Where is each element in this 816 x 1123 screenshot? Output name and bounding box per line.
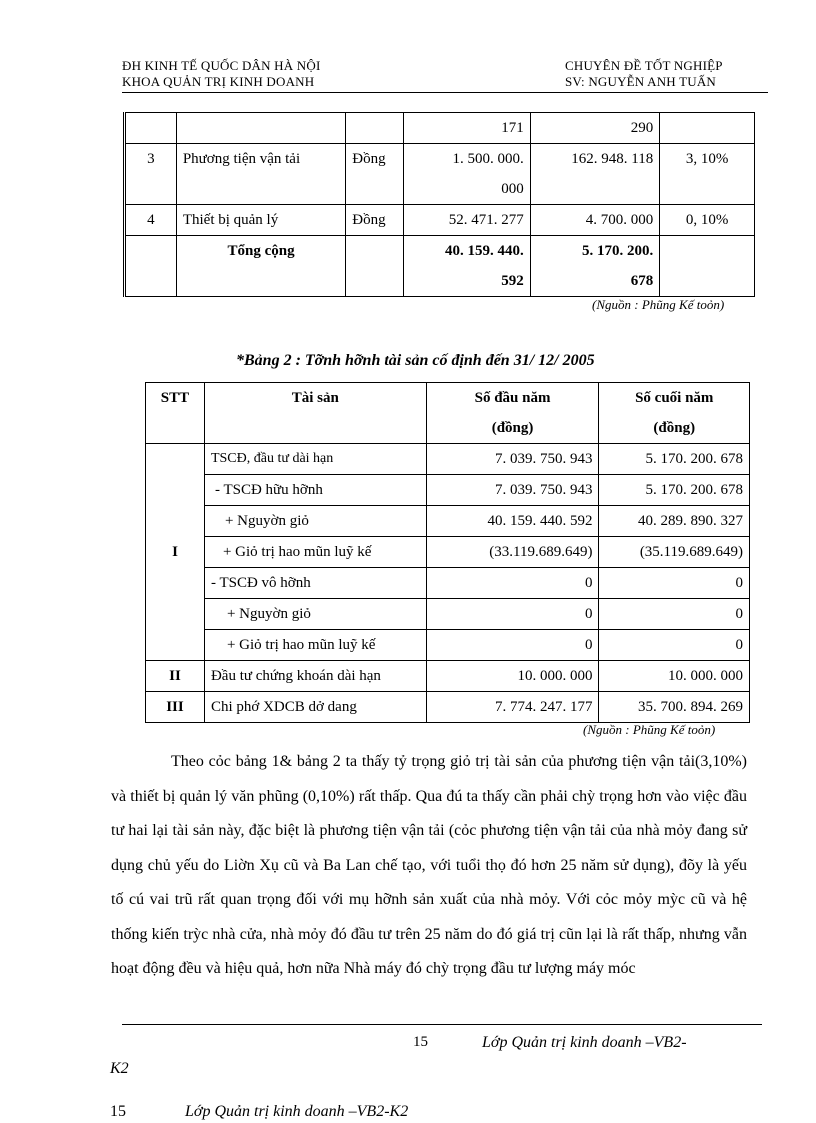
cell-stt: [125, 236, 177, 297]
student-name: SV: NGUYỄN ANH TUẤN: [565, 74, 717, 89]
table-row: [146, 661, 750, 692]
table-row: [146, 444, 750, 475]
value-line-2: 592: [501, 273, 524, 289]
cell-unit: Đồng: [346, 144, 404, 205]
cell-asset: + Nguyờn giỏ: [204, 599, 426, 630]
table-2-caption: *Bảng 2 : Tỡnh hỡnh tài sản cố định đến 31/ 12/ 2005: [236, 352, 595, 369]
table-row: [146, 630, 750, 661]
cell-begin: (33.119.689.649): [426, 537, 599, 568]
cell-name: Thiết bị quản lý: [176, 205, 345, 236]
header-begin-line-1: Số đầu năm: [474, 390, 551, 406]
thesis-title: CHUYÊN ĐỀ TỐT NGHIỆP: [565, 58, 723, 73]
cell-stt: [125, 113, 177, 144]
cell-value-1: 52. 471. 277: [404, 205, 531, 236]
value-line-1: 5. 170. 200.: [581, 243, 654, 259]
value-line-2: 678: [630, 273, 654, 289]
cell-end: 0: [599, 568, 750, 599]
cell-end: 5. 170. 200. 678: [599, 444, 750, 475]
cell-end: 0: [599, 630, 750, 661]
cell-stt: 3: [125, 144, 177, 205]
header-right: [565, 58, 723, 90]
table-row: [146, 537, 750, 568]
footer-class-name: Lớp Quản trị kinh doanh –VB2-: [482, 1034, 687, 1051]
cell-unit: Đồng: [346, 205, 404, 236]
paragraph: Theo cỏc bảng 1& bảng 2 ta thấy tỷ trọng giỏ trị tài sản của phương tiện vận tải(3,10%) và thiết bị quản lý văn phũng (0,10%) rất thấp. Qua đú ta thấy cần phải chỳ trọng hơn vào việc đầu tư hai lại tài sản này, đặc biệt là phương tiện vận tải (cỏc phương tiện vận tải của nhà mỏy đang sử dụng chủ yếu do Liờn Xụ cũ và Ba Lan chế tạo, với tuổi thọ đó hơn 25 năm sử dụng), đõy là yếu tố cú vai trũ rất quan trọng đối với mụ hỡnh sản xuất của nhà mỏy. Với cỏc mỏy mỳc cũ và hệ thống kiến trỳc nhà cửa, nhà mỏy đó đầu tư trên 25 năm do đó giá trị cũn lại là rất thấp, nhưng vẫn hoạt động đều và hiệu quả, hơn nữa Nhà máy đó chỳ trọng đầu tư lượng máy móc: [111, 753, 747, 977]
cell-value-1: 171: [404, 113, 531, 144]
cell-stt: II: [146, 661, 205, 692]
cell-end: (35.119.689.649): [599, 537, 750, 568]
page-number-bottom: 15: [110, 1103, 126, 1120]
cell-asset: Chi phớ XDCB dở dang: [204, 692, 426, 723]
header-end-line-2: (đồng): [653, 420, 696, 436]
value-line-2: 000: [501, 181, 524, 197]
cell-end: 10. 000. 000: [599, 661, 750, 692]
cell-name: [176, 113, 345, 144]
value-line-1: 40. 159. 440.: [444, 243, 524, 259]
cell-percent: [660, 113, 755, 144]
footer-divider: [122, 1024, 762, 1025]
cell-name: Phương tiện vận tải: [176, 144, 345, 205]
table-1-continuation: [123, 112, 755, 297]
cell-begin: 0: [426, 568, 599, 599]
table-row-total: [125, 236, 755, 297]
cell-stt: III: [146, 692, 205, 723]
university-name: ĐH KINH TẾ QUỐC DÂN HÀ NỘI: [122, 58, 321, 73]
footer-page-number: 15: [413, 1034, 428, 1050]
cell-percent: 3, 10%: [660, 144, 755, 205]
header-begin-line-2: (đồng): [491, 420, 534, 436]
table-row: [125, 113, 755, 144]
body-text: [111, 745, 747, 987]
table-2-source: (Nguồn : Phũng Kế toỏn): [583, 722, 716, 737]
cell-total-1: [404, 236, 531, 297]
table-row: [146, 475, 750, 506]
cell-unit: [346, 113, 404, 144]
cell-begin: 0: [426, 630, 599, 661]
cell-percent: [660, 236, 755, 297]
header-begin: [426, 383, 599, 444]
cell-begin: 40. 159. 440. 592: [426, 506, 599, 537]
cell-total-2: [530, 236, 660, 297]
header-stt: STT: [146, 383, 205, 444]
header-asset: Tài sản: [204, 383, 426, 444]
cell-begin: 10. 000. 000: [426, 661, 599, 692]
table-row: [146, 599, 750, 630]
cell-name-total: Tổng cộng: [176, 236, 345, 297]
cell-value-2: 290: [530, 113, 660, 144]
cell-end: 0: [599, 599, 750, 630]
table-2-fixed-assets: [145, 382, 750, 723]
value-line-1: 1. 500. 000.: [452, 151, 524, 167]
cell-end: 5. 170. 200. 678: [599, 475, 750, 506]
cell-asset: + Giỏ trị hao mũn luỹ kế: [204, 537, 426, 568]
table-row: [146, 568, 750, 599]
cell-value-2: 162. 948. 118: [530, 144, 660, 205]
cell-value-1: [404, 144, 531, 205]
table-row: [146, 506, 750, 537]
cell-begin: 0: [426, 599, 599, 630]
faculty-name: KHOA QUẢN TRỊ KINH DOANH: [122, 74, 315, 89]
footer-class-suffix: K2: [110, 1060, 129, 1077]
header-left: [122, 58, 321, 90]
table-header-row: [146, 383, 750, 444]
class-name-bottom: Lớp Quản trị kinh doanh –VB2-K2: [185, 1103, 409, 1120]
cell-asset: - TSCĐ hữu hỡnh: [204, 475, 426, 506]
cell-begin: 7. 039. 750. 943: [426, 444, 599, 475]
cell-asset: Đầu tư chứng khoán dài hạn: [204, 661, 426, 692]
cell-unit: [346, 236, 404, 297]
cell-group-i: I: [146, 444, 205, 661]
header-divider: [122, 92, 768, 93]
cell-begin: 7. 774. 247. 177: [426, 692, 599, 723]
table-row: [125, 205, 755, 236]
table-row: [125, 144, 755, 205]
cell-asset: + Nguyờn giỏ: [204, 506, 426, 537]
header-end: [599, 383, 750, 444]
cell-asset: TSCĐ, đầu tư dài hạn: [204, 444, 426, 475]
cell-asset: - TSCĐ vô hỡnh: [204, 568, 426, 599]
cell-stt: 4: [125, 205, 177, 236]
header-end-line-1: Số cuối năm: [635, 390, 714, 406]
cell-percent: 0, 10%: [660, 205, 755, 236]
cell-end: 40. 289. 890. 327: [599, 506, 750, 537]
cell-end: 35. 700. 894. 269: [599, 692, 750, 723]
cell-value-2: 4. 700. 000: [530, 205, 660, 236]
cell-asset: + Giỏ trị hao mũn luỹ kế: [204, 630, 426, 661]
table-row: [146, 692, 750, 723]
cell-begin: 7. 039. 750. 943: [426, 475, 599, 506]
table-1-source: (Nguồn : Phũng Kế toỏn): [592, 297, 725, 312]
